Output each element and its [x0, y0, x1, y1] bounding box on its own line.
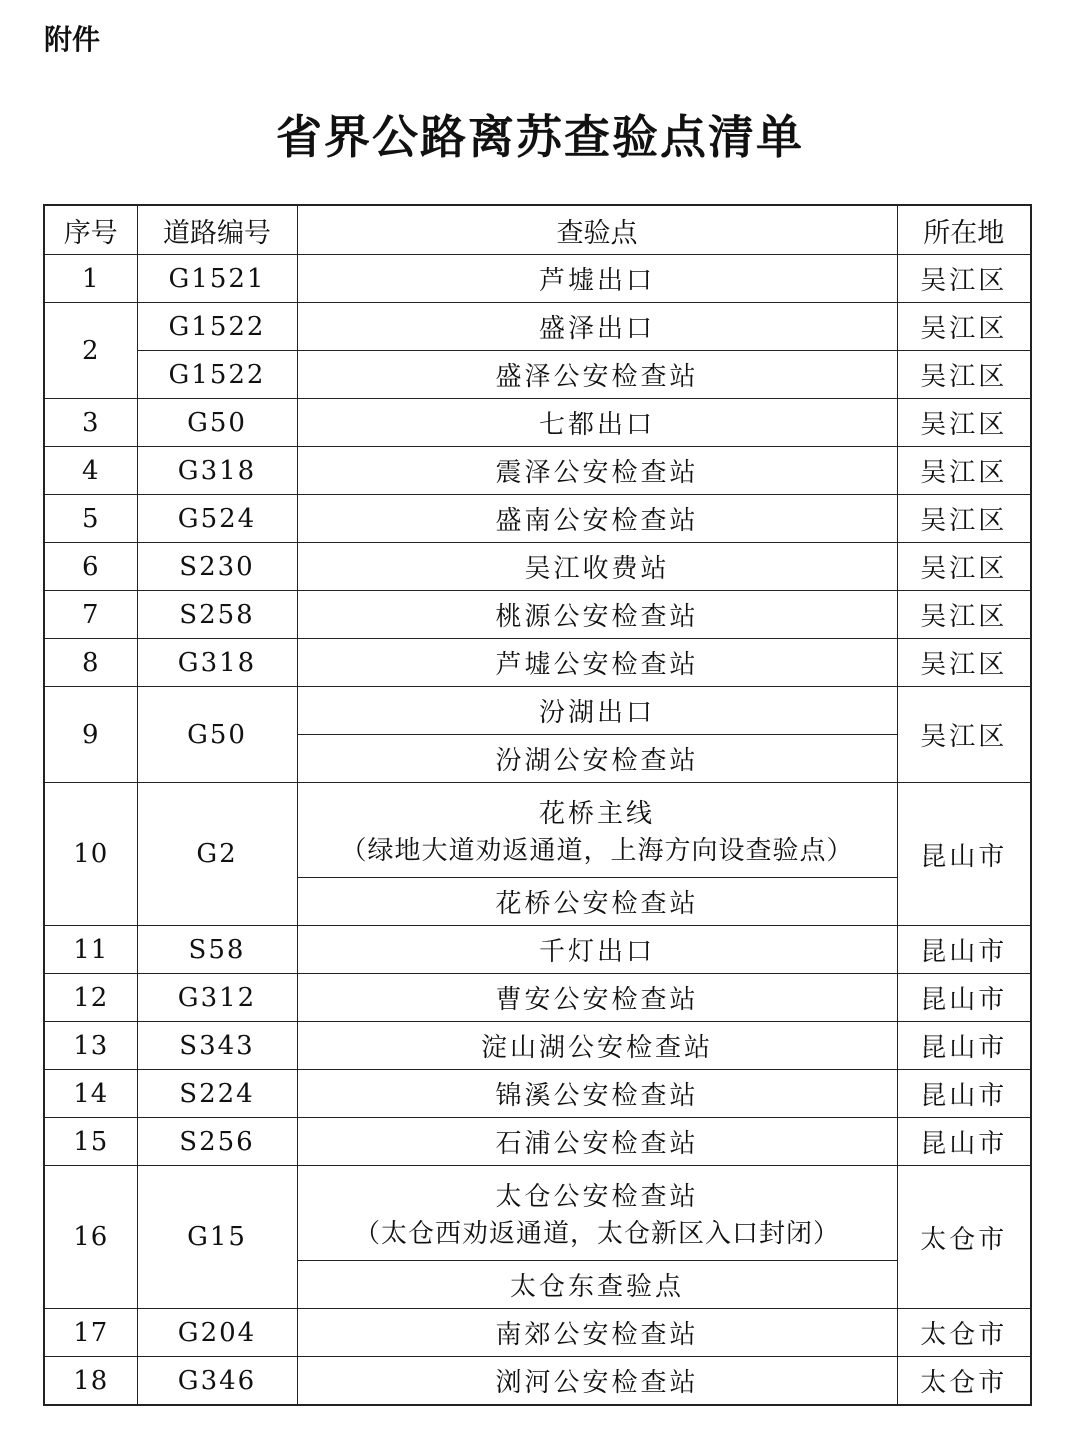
seq-cell: 10	[44, 783, 137, 926]
table-row	[44, 1166, 1031, 1261]
location-cell: 昆山市	[897, 1022, 1031, 1070]
location-cell: 吴江区	[897, 351, 1031, 399]
road-cell: S58	[137, 926, 297, 974]
road-cell: S343	[137, 1022, 297, 1070]
point-note: （绿地大道劝返通道，上海方向设查验点）	[340, 836, 854, 866]
point-cell: 淀山湖公安检查站	[297, 1022, 897, 1070]
road-cell: G1522	[137, 351, 297, 399]
seq-cell: 8	[44, 639, 137, 687]
point-cell: 汾湖公安检查站	[297, 735, 897, 783]
point-cell: 盛泽出口	[297, 303, 897, 351]
table-row	[44, 926, 1031, 974]
location-cell: 吴江区	[897, 639, 1031, 687]
seq-cell: 15	[44, 1118, 137, 1166]
table-row	[44, 303, 1031, 351]
point-cell: 浏河公安检查站	[297, 1357, 897, 1406]
table-row	[44, 974, 1031, 1022]
header-road: 道路编号	[137, 205, 297, 255]
point-note: （太仓西劝返通道，太仓新区入口封闭）	[353, 1219, 840, 1249]
point-cell: 芦墟公安检查站	[297, 639, 897, 687]
seq-cell: 18	[44, 1357, 137, 1406]
point-cell: 吴江收费站	[297, 543, 897, 591]
table-row	[44, 351, 1031, 399]
point-line: 太仓公安检查站	[495, 1182, 699, 1212]
point-cell: 千灯出口	[297, 926, 897, 974]
point-cell: 曹安公安检查站	[297, 974, 897, 1022]
table-row	[44, 255, 1031, 303]
point-cell: 石浦公安检查站	[297, 1118, 897, 1166]
road-cell: S224	[137, 1070, 297, 1118]
location-cell: 昆山市	[897, 1118, 1031, 1166]
point-cell: 花桥公安检查站	[297, 878, 897, 926]
location-cell: 太仓市	[897, 1309, 1031, 1357]
road-cell: G15	[137, 1166, 297, 1309]
road-cell: G346	[137, 1357, 297, 1406]
point-cell	[297, 1166, 897, 1261]
seq-cell: 13	[44, 1022, 137, 1070]
location-cell: 昆山市	[897, 974, 1031, 1022]
header-location: 所在地	[897, 205, 1031, 255]
location-cell: 吴江区	[897, 495, 1031, 543]
table-row	[44, 639, 1031, 687]
point-cell	[297, 783, 897, 878]
location-cell: 吴江区	[897, 303, 1031, 351]
location-cell: 昆山市	[897, 1070, 1031, 1118]
table-row	[44, 399, 1031, 447]
road-cell: S230	[137, 543, 297, 591]
seq-cell: 16	[44, 1166, 137, 1309]
seq-cell: 12	[44, 974, 137, 1022]
road-cell: G2	[137, 783, 297, 926]
location-cell: 吴江区	[897, 447, 1031, 495]
table-row	[44, 495, 1031, 543]
road-cell: G312	[137, 974, 297, 1022]
table-row	[44, 1070, 1031, 1118]
location-cell: 吴江区	[897, 591, 1031, 639]
point-cell: 盛南公安检查站	[297, 495, 897, 543]
table-row	[44, 447, 1031, 495]
seq-cell: 5	[44, 495, 137, 543]
road-cell: G50	[137, 687, 297, 783]
road-cell: G524	[137, 495, 297, 543]
seq-cell: 4	[44, 447, 137, 495]
road-cell: G1522	[137, 303, 297, 351]
seq-cell: 14	[44, 1070, 137, 1118]
seq-cell: 2	[44, 303, 137, 399]
attachment-label: 附件	[44, 23, 101, 56]
document-title: 省界公路离苏查验点清单	[276, 110, 804, 164]
road-cell: S256	[137, 1118, 297, 1166]
location-cell: 吴江区	[897, 399, 1031, 447]
checkpoint-table	[43, 204, 1032, 1406]
table-row	[44, 591, 1031, 639]
point-cell: 锦溪公安检查站	[297, 1070, 897, 1118]
seq-cell: 17	[44, 1309, 137, 1357]
point-line: 花桥主线	[538, 799, 655, 829]
header-seq: 序号	[44, 205, 137, 255]
point-cell: 芦墟出口	[297, 255, 897, 303]
road-cell: S258	[137, 591, 297, 639]
seq-cell: 1	[44, 255, 137, 303]
table-row	[44, 1118, 1031, 1166]
road-cell: G318	[137, 447, 297, 495]
point-cell: 太仓东查验点	[297, 1261, 897, 1309]
point-cell: 桃源公安检查站	[297, 591, 897, 639]
point-cell: 震泽公安检查站	[297, 447, 897, 495]
location-cell: 太仓市	[897, 1357, 1031, 1406]
seq-cell: 6	[44, 543, 137, 591]
header-point: 查验点	[297, 205, 897, 255]
seq-cell: 11	[44, 926, 137, 974]
seq-cell: 3	[44, 399, 137, 447]
point-cell: 南郊公安检查站	[297, 1309, 897, 1357]
point-cell: 汾湖出口	[297, 687, 897, 735]
table-row	[44, 543, 1031, 591]
location-cell: 吴江区	[897, 543, 1031, 591]
location-cell: 吴江区	[897, 255, 1031, 303]
table-header-row	[44, 205, 1031, 255]
table-row	[44, 1309, 1031, 1357]
table-row	[44, 783, 1031, 878]
location-cell: 昆山市	[897, 926, 1031, 974]
location-cell: 昆山市	[897, 783, 1031, 926]
location-cell: 太仓市	[897, 1166, 1031, 1309]
seq-cell: 7	[44, 591, 137, 639]
location-cell: 吴江区	[897, 687, 1031, 783]
road-cell: G1521	[137, 255, 297, 303]
table-row	[44, 687, 1031, 735]
table-row	[44, 1022, 1031, 1070]
table-row	[44, 1357, 1031, 1406]
road-cell: G50	[137, 399, 297, 447]
road-cell: G318	[137, 639, 297, 687]
road-cell: G204	[137, 1309, 297, 1357]
seq-cell: 9	[44, 687, 137, 783]
point-cell: 盛泽公安检查站	[297, 351, 897, 399]
point-cell: 七都出口	[297, 399, 897, 447]
